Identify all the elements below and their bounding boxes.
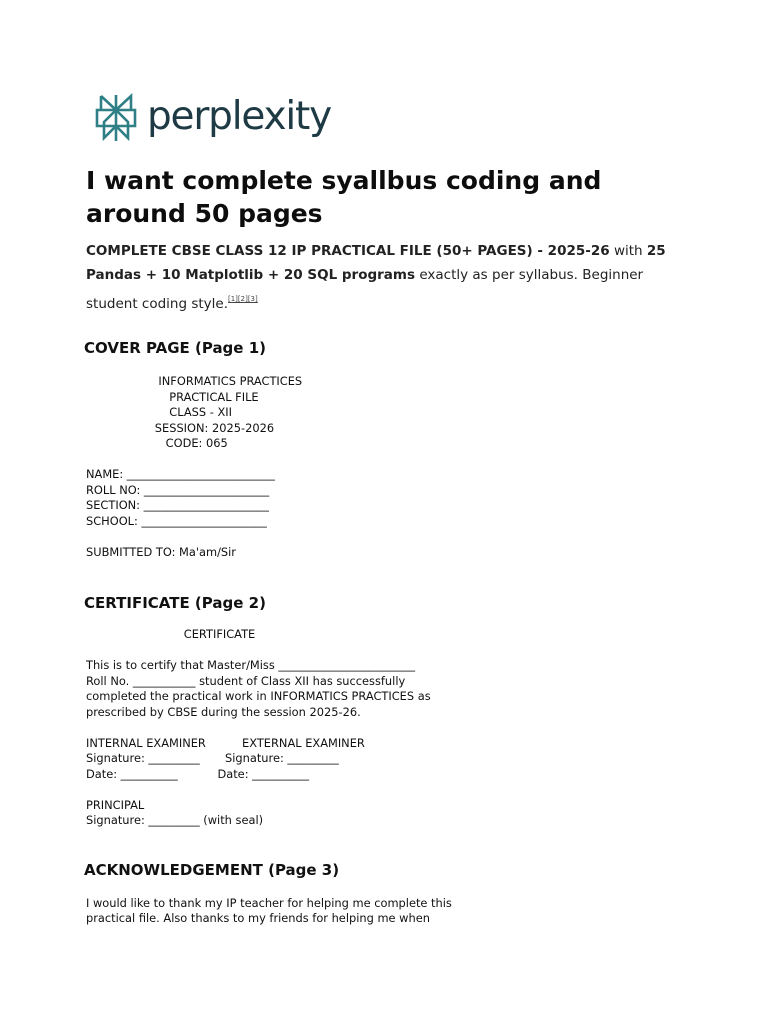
perplexity-mark-icon xyxy=(95,92,137,144)
intro-text-syllabus: exactly as per syllabus. Beginner student coding style. xyxy=(86,267,644,312)
document-content xyxy=(86,164,686,927)
intro-paragraph xyxy=(86,239,686,316)
perplexity-logo xyxy=(95,92,331,144)
acknowledgement-block: I would like to thank my IP teacher for helping me complete this practical file. Also thanks to my friends for helping me when xyxy=(86,895,452,925)
intro-bold-program-count: 25 Pandas + 10 Matplotlib + 20 SQL programs xyxy=(86,243,666,283)
certificate-block: CERTIFICATE This is to certify that Master/Miss ________________________ Roll No. ___________ student of Class XII has successfully completed the practical work in INFORMATICS PRACTICES as prescribed by CBSE during the session 2025-26. INTERNAL EXAMINER EXTERNAL EXAMINER Signature: _________ Signature: _________ Date: __________ Date: __________ PRINCIPAL Signature: _________ (with seal) xyxy=(86,627,431,827)
intro-text-with: with xyxy=(609,243,647,259)
page-title: I want complete syallbus coding and around 50 pages xyxy=(86,166,602,228)
cover-page-block: INFORMATICS PRACTICES PRACTICAL FILE CLASS - XII SESSION: 2025-2026 CODE: 065 NAME: __________________________ ROLL NO: ______________________ SECTION: ______________________ SCHOOL: ______________________ SUBMITTED TO: Ma'am/Sir xyxy=(86,374,303,559)
intro-bold-file-title: COMPLETE CBSE CLASS 12 IP PRACTICAL FILE (50+ PAGES) - 2025-26 xyxy=(86,243,610,259)
certificate-heading: CERTIFICATE (Page 2) xyxy=(84,594,266,612)
citation-links[interactable]: [1][2][3] xyxy=(227,295,258,303)
acknowledgement-heading: ACKNOWLEDGEMENT (Page 3) xyxy=(84,860,340,879)
cover-page-heading: COVER PAGE (Page 1) xyxy=(84,339,266,357)
perplexity-wordmark: perplexity xyxy=(147,93,331,139)
